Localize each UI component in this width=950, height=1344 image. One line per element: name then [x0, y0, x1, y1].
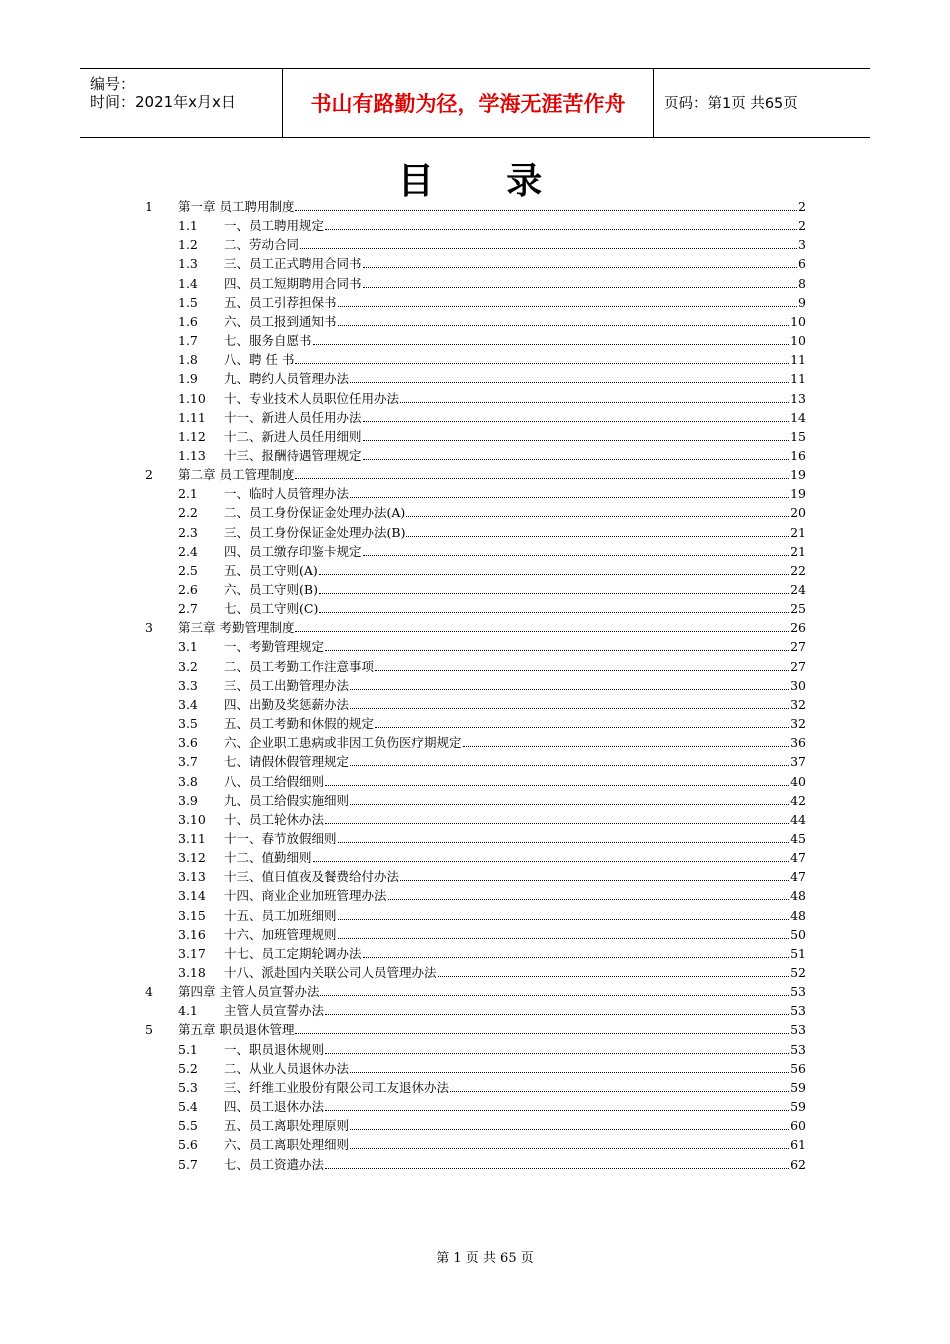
toc-leader-dots: [400, 402, 789, 403]
toc-entry-title: 十三、值日值夜及餐费给付办法: [224, 869, 400, 885]
toc-entry[interactable]: [178, 216, 806, 235]
toc-entry-page: 42: [790, 792, 806, 808]
header-meta-cell: [80, 69, 283, 137]
toc-leader-dots: [406, 516, 789, 517]
toc-leader-dots: [363, 440, 790, 441]
toc-entry-page: 44: [790, 811, 806, 827]
toc-leader-dots: [363, 555, 790, 556]
toc-entry-number: 2.7: [178, 601, 198, 617]
toc-entry-page: 30: [790, 677, 806, 693]
toc-leader-dots: [388, 899, 790, 900]
toc-entry-title: 四、员工退休办法: [224, 1099, 325, 1115]
toc-entry-page: 27: [790, 639, 806, 655]
toc-entry-page: 50: [790, 926, 806, 942]
toc-entry-title: 第四章 主管人员宣誓办法: [178, 984, 320, 1000]
toc-entry-page: 36: [790, 735, 806, 751]
toc-entry[interactable]: [178, 1116, 806, 1135]
toc-entry-page: 11: [790, 352, 806, 368]
page-footer: 第 1 页 共 65 页: [436, 1251, 534, 1266]
toc-entry-number: 2.2: [178, 505, 198, 521]
toc-entry[interactable]: [178, 906, 806, 925]
toc-entry-page: 22: [790, 562, 806, 578]
toc-leader-dots: [363, 267, 798, 268]
toc-entry-page: 52: [790, 965, 806, 980]
toc-leader-dots: [325, 650, 789, 651]
toc-leader-dots: [320, 995, 789, 996]
toc-entry-number: 5.5: [178, 1118, 198, 1134]
toc-entry-page: 45: [790, 830, 806, 846]
toc-entry-number: 1.12: [178, 428, 206, 444]
toc-leader-dots: [406, 536, 789, 537]
toc-leader-dots: [338, 306, 798, 307]
toc-leader-dots: [325, 823, 789, 824]
toc-entry-page: 32: [790, 716, 806, 732]
toc-leader-dots: [350, 382, 789, 383]
toc-leader-dots: [350, 689, 789, 690]
toc-entry-number: 1.2: [178, 237, 198, 253]
toc-entry-page: 20: [790, 505, 806, 521]
toc-entry-page: 16: [790, 447, 806, 463]
toc-entry-page: 37: [790, 754, 806, 770]
toc-entry-title: 十七、员工定期轮调办法: [224, 945, 362, 961]
toc-entry-title: 六、员工守则(B): [224, 582, 318, 597]
toc-entry-page: 53: [790, 1003, 806, 1019]
toc-entry-number: 3.5: [178, 716, 198, 732]
toc-entry-title: 七、请假休假管理规定: [224, 754, 350, 770]
toc-entry[interactable]: [178, 350, 806, 369]
toc-entry[interactable]: [178, 389, 806, 408]
toc-leader-dots: [295, 1033, 789, 1034]
toc-leader-dots: [325, 1110, 789, 1111]
toc-leader-dots: [363, 957, 790, 958]
toc-entry-title: 五、员工考勤和休假的规定: [224, 716, 375, 732]
toc-entry[interactable]: [178, 714, 806, 733]
toc-leader-dots: [375, 670, 789, 671]
toc-leader-dots: [325, 1053, 789, 1054]
toc-entry-number: 2.4: [178, 543, 198, 559]
toc-entry-title: 五、员工引荐担保书: [224, 294, 337, 310]
toc-entry[interactable]: [178, 1040, 806, 1059]
toc-entry-page: 11: [790, 371, 806, 387]
toc-entry[interactable]: [178, 963, 806, 982]
toc-entry-title: 二、从业人员退休办法: [224, 1060, 350, 1076]
toc-entry-number: 2.1: [178, 486, 198, 502]
toc-entry-page: 3: [798, 237, 806, 253]
toc-entry-number: 5.6: [178, 1137, 198, 1153]
toc-entry-title: 十二、新进人员任用细则: [224, 428, 362, 444]
toc-entry-page: 53: [790, 984, 806, 1000]
toc-entry-number: 2.3: [178, 524, 198, 540]
toc-entry-title: 主管人员宣誓办法: [224, 1003, 325, 1019]
toc-entry[interactable]: [178, 293, 806, 312]
toc-entry-title: 二、员工考勤工作注意事项: [224, 658, 375, 674]
header-time-label: 时间：2021年x月x日: [90, 93, 236, 111]
toc-leader-dots: [325, 1168, 789, 1169]
toc-entry-page: 47: [790, 869, 806, 885]
toc-entry-page: 10: [790, 313, 806, 329]
toc-leader-dots: [338, 842, 790, 843]
toc-entry-number: 3.2: [178, 658, 198, 674]
toc-entry-title: 六、员工报到通知书: [224, 313, 337, 329]
toc-entry-page: 13: [790, 390, 806, 406]
toc-entry-number: 3.18: [178, 965, 206, 980]
toc-leader-dots: [295, 631, 789, 632]
toc-entry[interactable]: [178, 810, 806, 829]
toc-leader-dots: [438, 976, 790, 977]
toc-entry-number: 3.6: [178, 735, 198, 751]
toc-entry[interactable]: [178, 427, 806, 446]
header-motto: 书山有路勤为径，学海无涯苦作舟: [283, 69, 654, 137]
toc-entry-title: 十一、新进人员任用办法: [224, 409, 362, 425]
toc-entry-title: 四、员工短期聘用合同书: [224, 275, 362, 291]
toc-leader-dots: [400, 880, 789, 881]
toc-entry-title: 一、职员退休规则: [224, 1041, 325, 1057]
toc-entry[interactable]: [178, 1097, 806, 1116]
toc-entry-number: 1.10: [178, 390, 206, 406]
toc-entry-title: 十三、报酬待遇管理规定: [224, 447, 362, 463]
toc-entry-number: 1.4: [178, 275, 198, 291]
toc-entry-title: 十一、春节放假细则: [224, 830, 337, 846]
toc-entry[interactable]: [178, 867, 806, 886]
toc-entry-title: 六、企业职工患病或非因工负伤医疗期规定: [224, 735, 462, 751]
toc-entry[interactable]: [178, 829, 806, 848]
header-number-label: 编号：: [90, 75, 136, 93]
toc-leader-dots: [319, 593, 789, 594]
toc-entry[interactable]: [178, 752, 806, 771]
toc-entry-title: 一、考勤管理规定: [224, 639, 325, 655]
toc-entry-page: 62: [790, 1156, 806, 1172]
toc-entry-page: 15: [790, 428, 806, 444]
toc-entry[interactable]: [178, 542, 806, 561]
toc-entry-title: 一、员工聘用规定: [224, 218, 325, 234]
toc-entry-page: 59: [790, 1099, 806, 1115]
toc-entry-number: 5.7: [178, 1156, 198, 1172]
header-table: [80, 68, 870, 138]
toc-leader-dots: [319, 574, 789, 575]
toc-entry-number: 3.4: [178, 696, 198, 712]
toc-entry-page: 51: [790, 945, 806, 961]
toc-entry-title: 八、聘 任 书: [224, 352, 295, 368]
toc-leader-dots: [350, 497, 789, 498]
toc-entry-page: 19: [790, 467, 806, 483]
toc-entry-title: 十五、员工加班细则: [224, 907, 337, 923]
page-title: 目 录: [397, 161, 573, 202]
toc-entry[interactable]: [178, 523, 806, 542]
toc-entry[interactable]: [145, 618, 806, 637]
toc-entry[interactable]: [178, 446, 806, 465]
toc-entry[interactable]: [178, 1001, 806, 1020]
toc-entry-title: 七、员工守则(C): [224, 601, 319, 617]
toc-entry-number: 2: [145, 467, 153, 483]
toc-entry[interactable]: [178, 312, 806, 331]
toc-entry[interactable]: [178, 484, 806, 503]
toc-leader-dots: [338, 919, 790, 920]
toc-entry-page: 6: [798, 256, 806, 272]
toc-entry[interactable]: [178, 580, 806, 599]
toc-leader-dots: [350, 765, 789, 766]
toc-entry[interactable]: [178, 254, 806, 273]
toc-entry-title: 九、聘约人员管理办法: [224, 371, 350, 387]
toc-entry-page: 25: [790, 601, 806, 617]
toc-entry-number: 1.8: [178, 352, 198, 368]
toc-entry[interactable]: [178, 331, 806, 350]
toc-entry-title: 三、员工身份保证金处理办法(B): [224, 524, 406, 540]
toc-entry[interactable]: [178, 676, 806, 695]
toc-leader-dots: [338, 938, 790, 939]
toc-entry-page: 8: [798, 275, 806, 291]
toc-entry-number: 3.17: [178, 945, 206, 961]
toc-entry-number: 3.11: [178, 830, 206, 846]
toc-entry-number: 3.10: [178, 811, 206, 827]
toc-leader-dots: [363, 421, 790, 422]
toc-entry[interactable]: [178, 235, 806, 254]
toc-entry-page: 48: [790, 888, 806, 904]
toc-entry-number: 3.1: [178, 639, 198, 655]
toc-entry-number: 3.3: [178, 677, 198, 693]
toc-entry-page: 27: [790, 658, 806, 674]
toc-leader-dots: [295, 478, 789, 479]
toc-entry-title: 五、员工守则(A): [224, 562, 318, 578]
toc-entry-page: 59: [790, 1079, 806, 1095]
toc-entry[interactable]: [178, 886, 806, 905]
toc-leader-dots: [463, 746, 790, 747]
toc-entry-title: 九、员工给假实施细则: [224, 792, 350, 808]
toc-entry[interactable]: [145, 465, 806, 484]
toc-entry-number: 5.1: [178, 1041, 198, 1057]
toc-entry-number: 2.5: [178, 562, 198, 578]
toc-leader-dots: [325, 1014, 789, 1015]
toc-leader-dots: [319, 612, 789, 613]
toc-entry-title: 一、临时人员管理办法: [224, 486, 350, 502]
toc-entry-number: 2.6: [178, 582, 198, 597]
toc-entry-title: 二、劳动合同: [224, 237, 300, 253]
toc-entry-title: 十八、派赴国内关联公司人员管理办法: [224, 965, 437, 980]
toc-entry-page: 60: [790, 1118, 806, 1134]
toc-entry[interactable]: [178, 1135, 806, 1154]
toc-entry-page: 48: [790, 907, 806, 923]
toc-entry[interactable]: [178, 848, 806, 867]
toc-entry-page: 40: [790, 773, 806, 789]
toc-leader-dots: [375, 727, 789, 728]
toc-entry-number: 5.2: [178, 1060, 198, 1076]
toc-entry-title: 十四、商业企业加班管理办法: [224, 888, 387, 904]
toc-entry-number: 1: [145, 199, 153, 214]
toc-entry-title: 七、服务自愿书: [224, 333, 312, 349]
toc-entry-title: 第二章 员工管理制度: [178, 467, 295, 483]
toc-leader-dots: [350, 804, 789, 805]
toc-entry[interactable]: [178, 944, 806, 963]
toc-entry-page: 10: [790, 333, 806, 349]
toc-entry-number: 1.3: [178, 256, 198, 272]
toc-entry-page: 53: [790, 1041, 806, 1057]
toc-entry[interactable]: [178, 599, 806, 618]
toc-entry[interactable]: [178, 791, 806, 810]
toc-entry-page: 61: [790, 1137, 806, 1153]
toc-leader-dots: [313, 344, 790, 345]
toc-leader-dots: [350, 708, 789, 709]
toc-leader-dots: [363, 459, 790, 460]
toc-entry-number: 3.9: [178, 792, 198, 808]
toc-entry-number: 1.7: [178, 333, 198, 349]
toc-entry[interactable]: [178, 274, 806, 293]
toc-entry[interactable]: [145, 1020, 806, 1039]
toc-entry[interactable]: [178, 637, 806, 656]
toc-entry-page: 26: [790, 620, 806, 636]
toc-leader-dots: [363, 287, 798, 288]
toc-entry[interactable]: [178, 772, 806, 791]
toc-entry-title: 十、专业技术人员职位任用办法: [224, 390, 400, 406]
toc-entry-number: 1.5: [178, 294, 198, 310]
toc-entry-title: 八、员工给假细则: [224, 773, 325, 789]
toc-entry-page: 14: [790, 409, 806, 425]
toc-entry-title: 四、员工缴存印鉴卡规定: [224, 543, 362, 559]
toc-entry-title: 四、出勤及奖惩薪办法: [224, 696, 350, 712]
toc-entry[interactable]: [178, 1059, 806, 1078]
toc-entry-number: 4.1: [178, 1003, 198, 1019]
toc-entry-number: 1.1: [178, 218, 198, 234]
toc-leader-dots: [338, 325, 790, 326]
toc-leader-dots: [350, 1148, 789, 1149]
toc-entry-title: 二、员工身份保证金处理办法(A): [224, 505, 406, 521]
toc-entry-number: 4: [145, 984, 153, 1000]
toc-entry-page: 21: [790, 543, 806, 559]
toc-entry-page: 21: [790, 524, 806, 540]
toc-entry-title: 第三章 考勤管理制度: [178, 620, 295, 636]
toc-entry[interactable]: [178, 408, 806, 427]
toc-entry-title: 三、员工正式聘用合同书: [224, 256, 362, 272]
toc-entry-title: 十二、值勤细则: [224, 850, 312, 866]
toc-entry-title: 三、员工出勤管理办法: [224, 677, 350, 693]
header-page-info: 页码：第1页 共65页: [664, 96, 798, 112]
toc-entry-number: 5: [145, 1022, 153, 1038]
toc-leader-dots: [295, 363, 789, 364]
toc-entry-number: 3.15: [178, 907, 206, 923]
toc-entry[interactable]: [178, 369, 806, 388]
toc-leader-dots: [350, 1072, 789, 1073]
toc-entry-title: 十、员工轮休办法: [224, 811, 325, 827]
toc-entry-number: 3.8: [178, 773, 198, 789]
toc-entry-number: 3: [145, 620, 153, 636]
toc-entry-title: 五、员工离职处理原则: [224, 1118, 350, 1134]
toc-entry-number: 1.13: [178, 447, 206, 463]
toc-leader-dots: [295, 210, 797, 211]
toc-entry-title: 三、纤维工业股份有限公司工友退休办法: [224, 1079, 450, 1095]
toc-entry-number: 1.11: [178, 409, 206, 425]
toc-entry[interactable]: [178, 503, 806, 522]
toc-entry-page: 9: [798, 294, 806, 310]
toc-entry-number: 1.9: [178, 371, 198, 387]
toc-entry-number: 5.4: [178, 1099, 198, 1115]
toc-entry-page: 53: [790, 1022, 806, 1038]
toc-entry-title: 七、员工资遣办法: [224, 1156, 325, 1172]
toc-entry-number: 3.12: [178, 850, 206, 866]
toc-entry-number: 3.7: [178, 754, 198, 770]
toc-entry-page: 32: [790, 696, 806, 712]
toc-leader-dots: [325, 785, 789, 786]
toc-entry[interactable]: [178, 657, 806, 676]
toc-entry-number: 3.16: [178, 926, 206, 942]
toc-entry[interactable]: [178, 1155, 806, 1174]
toc-leader-dots: [325, 229, 797, 230]
toc-entry[interactable]: [178, 925, 806, 944]
toc-entry-page: 47: [790, 850, 806, 866]
toc-entry-title: 十六、加班管理规则: [224, 926, 337, 942]
toc-entry-title: 第一章 员工聘用制度: [178, 199, 295, 214]
toc-entry-page: 24: [790, 582, 806, 597]
toc-entry[interactable]: [178, 695, 806, 714]
toc-entry[interactable]: [145, 982, 806, 1001]
toc-entry-page: 56: [790, 1060, 806, 1076]
toc-entry-title: 第五章 职员退休管理: [178, 1022, 295, 1038]
toc-leader-dots: [313, 861, 790, 862]
toc-entry-number: 1.6: [178, 313, 198, 329]
toc-entry[interactable]: [178, 733, 806, 752]
toc-leader-dots: [350, 1129, 789, 1130]
toc-entry[interactable]: [145, 197, 806, 216]
toc-entry-page: 2: [798, 199, 806, 214]
toc-entry-number: 3.13: [178, 869, 206, 885]
toc-entry[interactable]: [178, 561, 806, 580]
toc-entry-page: 19: [790, 486, 806, 502]
toc-entry-number: 5.3: [178, 1079, 198, 1095]
toc-entry-page: 2: [798, 218, 806, 234]
toc-leader-dots: [450, 1091, 789, 1092]
toc-entry-number: 3.14: [178, 888, 206, 904]
toc-entry-title: 六、员工离职处理细则: [224, 1137, 350, 1153]
toc-leader-dots: [300, 248, 797, 249]
toc-entry[interactable]: [178, 1078, 806, 1097]
